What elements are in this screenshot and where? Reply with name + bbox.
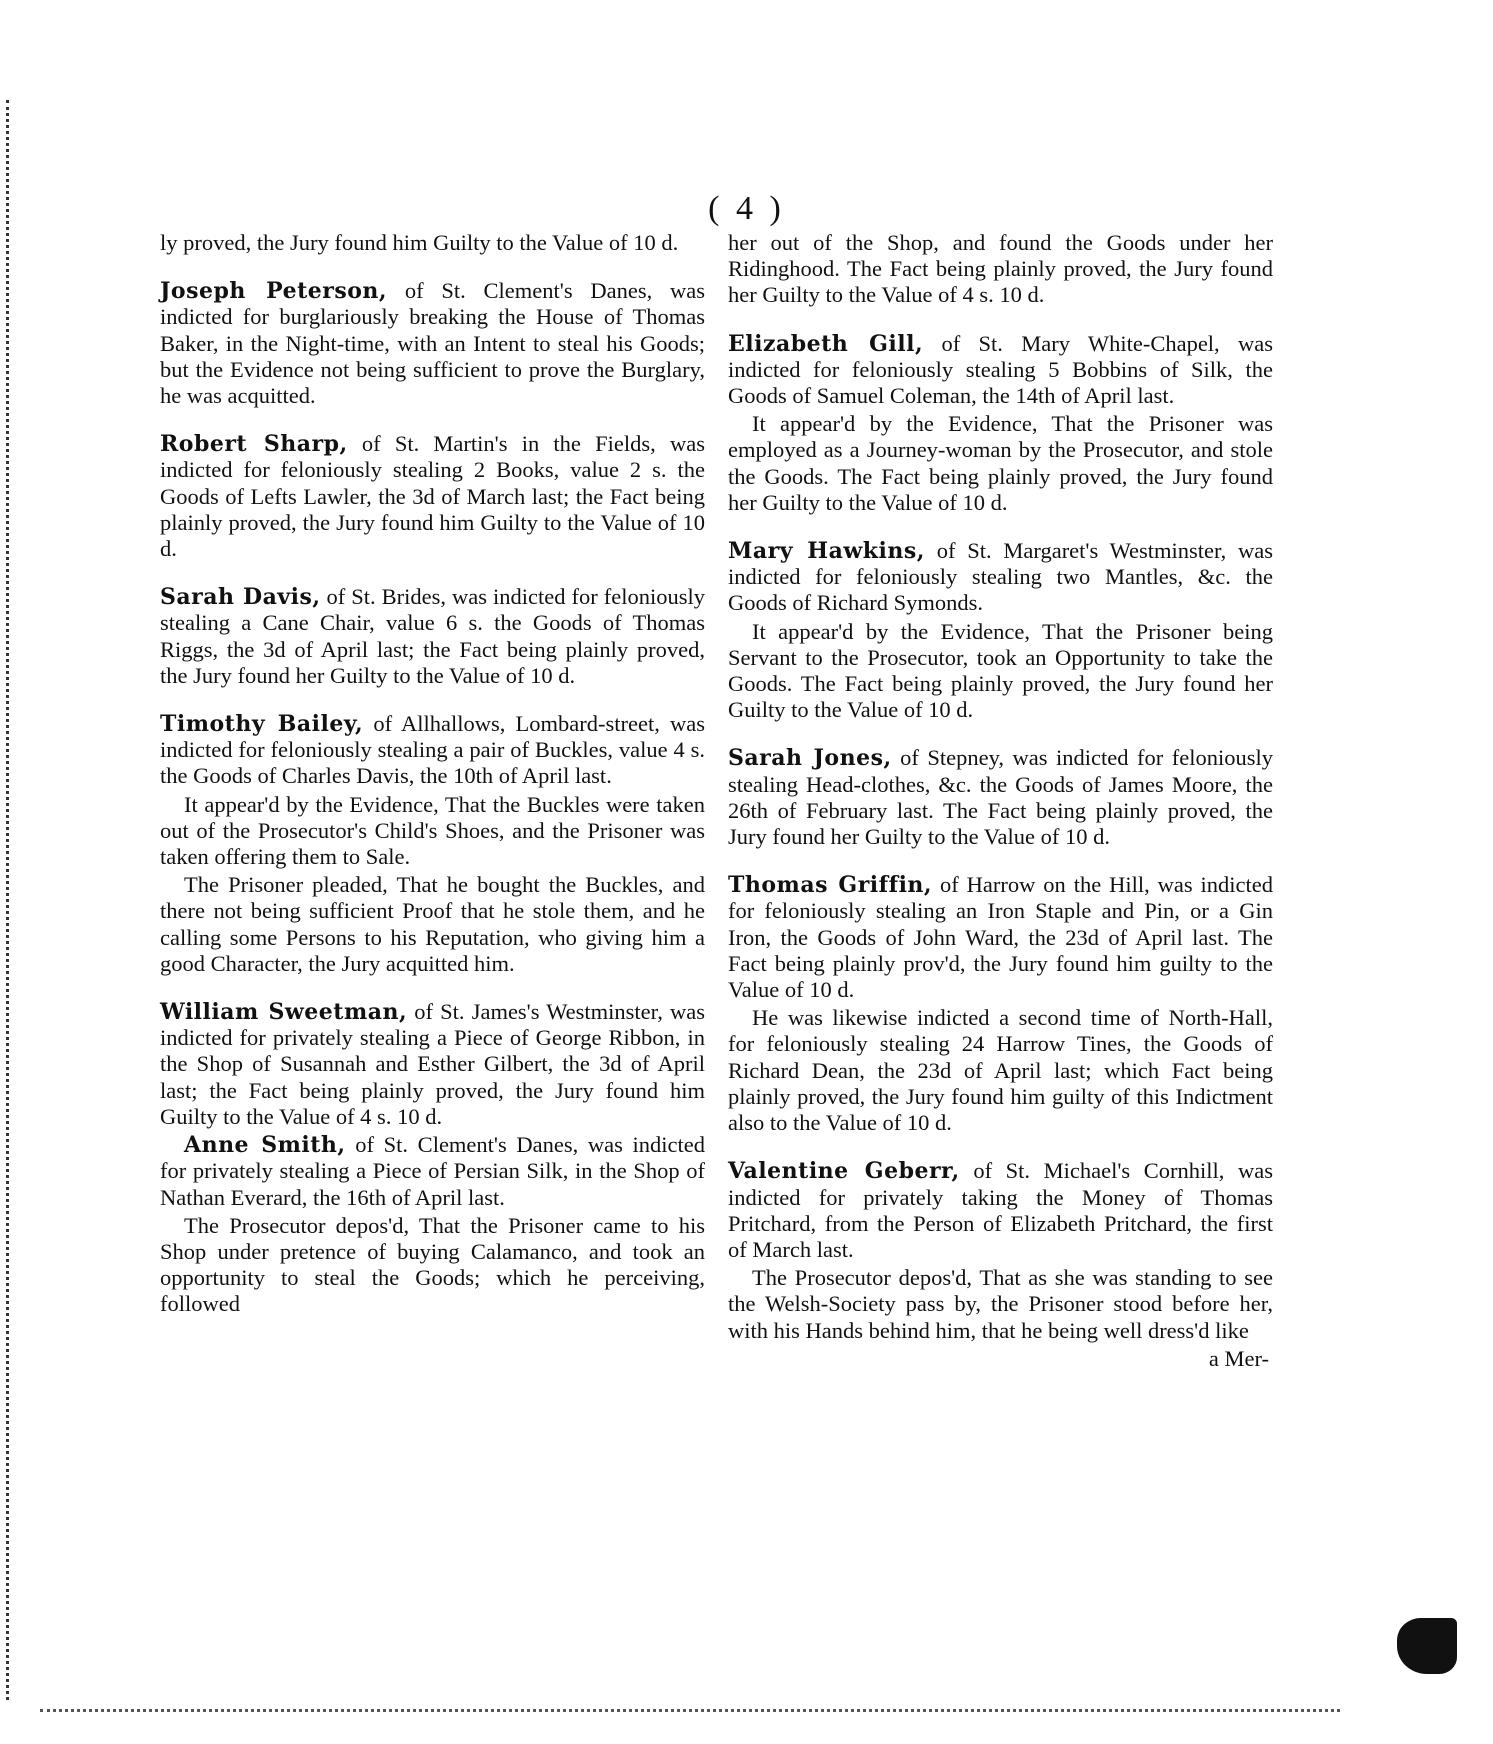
- continued-text: [728, 230, 1273, 309]
- trial-entry: [728, 745, 1273, 850]
- entry-paragraph: [728, 619, 1273, 724]
- entry-paragraph: [160, 792, 705, 871]
- entry-text: of St. Martin's in the Fields, was indicted for feloniously stealing 2 Books, value 2 s. the Goods of Lefts Lawler, the 3d of March last; the Fact being plainly proved, the Jury found him Guilty to the Value of 10 d.: [160, 431, 705, 562]
- defendant-name: Joseph Peterson,: [160, 278, 388, 305]
- entry-text: of St. Clement's Danes, was indicted for burglariously breaking the House of Thomas Baker, in the Night-time, with an Intent to steal his Goods; but the Evidence not being sufficient to prove the Burglary, he was acquitted.: [160, 278, 705, 409]
- scan-edge-bottom: [40, 1705, 1340, 1712]
- entry-text: The Prosecutor depos'd, That as she was standing to see the Welsh-Society pass by, the Prisoner stood before her, with his Hands behind him, that he being well dress'd like: [728, 1265, 1273, 1343]
- entry-text: her out of the Shop, and found the Goods under her Ridinghood. The Fact being plainly proved, the Jury found her Guilty to the Value of 4 s. 10 d.: [728, 230, 1273, 308]
- trial-entry: [728, 538, 1273, 617]
- trial-entry: [728, 331, 1273, 410]
- entry-text: of St. Mary White-Chapel, was indicted for feloniously stealing 5 Bobbins of Silk, the Goods of Samuel Coleman, the 14th of April last.: [728, 330, 1273, 409]
- entry-text: The Prosecutor depos'd, That the Prisoner came to his Shop under pretence of buying Calamanco, and took an opportunity to steal the Goods; which he perceiving, followed: [160, 1212, 705, 1317]
- entry-text: of Stepney, was indicted for feloniously stealing Head-clothes, &c. the Goods of James Moore, the 26th of February last. The Fact being plainly proved, the Jury found her Guilty to the Value of 10 d.: [728, 745, 1273, 850]
- defendant-name: Robert Sharp,: [160, 431, 348, 458]
- trial-entry: [160, 711, 705, 790]
- ink-smudge: [1397, 1618, 1457, 1674]
- defendant-name: Elizabeth Gill,: [728, 330, 924, 357]
- entry-text: of St. Brides, was indicted for feloniously stealing a Cane Chair, value 6 s. the Goods of Thomas Riggs, the 3d of April last; the Fact being plainly proved, the Jury found her Guilty to the Value of 10 d.: [160, 584, 705, 688]
- continued-text: [160, 230, 705, 256]
- catchword: a Mer-: [1208, 1345, 1269, 1371]
- entry-text: of St. Margaret's Westminster, was indicted for feloniously stealing two Mantles, &c. the Goods of Richard Symonds.: [728, 538, 1274, 616]
- entry-paragraph: [728, 1265, 1273, 1344]
- entry-paragraph: [160, 1132, 705, 1211]
- entry-text: of St. Michael's Cornhill, was indicted for privately taking the Money of Thomas Pritchard, from the Person of Elizabeth Pritchard, the first of March last.: [728, 1158, 1274, 1262]
- entry-text: The Prisoner pleaded, That he bought the Buckles, and there not being sufficient Proof that he stole them, and he calling some Persons to his Reputation, who giving him a good Character, the Jury acquitted him.: [160, 872, 705, 976]
- trial-entry: [160, 278, 705, 409]
- defendant-name: Valentine Geberr,: [728, 1158, 960, 1185]
- scan-edge-left: [6, 100, 27, 1700]
- defendant-name: Sarah Davis,: [160, 584, 321, 611]
- entry-text: of St. Clement's Danes, was indicted for privately stealing a Piece of Persian Silk, in the Shop of Nathan Everard, the 16th of April last.: [160, 1132, 706, 1210]
- entry-text: It appear'd by the Evidence, That the Prisoner was employed as a Journey-woman by the Prosecutor, and stole the Goods. The Fact being plainly proved, the Jury found her Guilty to the Value of 10 d.: [728, 411, 1273, 515]
- entry-text: He was likewise indicted a second time of North-Hall, for feloniously stealing 24 Harrow Tines, the Goods of Richard Dean, the 23d of April last; which Fact being plainly proved, the Jury found him guilty of this Indictment also to the Value of 10 d.: [728, 1005, 1273, 1136]
- entry-text: It appear'd by the Evidence, That the Buckles were taken out of the Prosecutor's Child's Shoes, and the Prisoner was taken offering them to Sale.: [160, 791, 705, 870]
- trial-entry: [160, 999, 705, 1130]
- defendant-name: Thomas Griffin,: [728, 872, 933, 899]
- entry-text: of Harrow on the Hill, was indicted for feloniously stealing an Iron Staple and Pin, or a Gin Iron, the Goods of John Ward, the 23d of April last. The Fact being plainly prov'd, the Jury found him guilty to the Value of 10 d.: [728, 872, 1274, 1003]
- entry-text: of Allhallows, Lombard-street, was indicted for feloniously stealing a pair of Buckles, value 4 s. the Goods of Charles Davis, the 10th of April last.: [160, 711, 705, 789]
- defendant-name: Anne Smith,: [184, 1132, 346, 1159]
- defendant-name: Sarah Jones,: [728, 745, 892, 772]
- entry-text: It appear'd by the Evidence, That the Prisoner being Servant to the Prosecutor, took an Opportunity to take the Goods. The Fact being plainly proved, the Jury found her Guilty to the Value of 10 d.: [728, 618, 1273, 723]
- trial-entry: [160, 584, 705, 689]
- defendant-name: William Sweetman,: [160, 999, 408, 1026]
- entry-text: of St. James's Westminster, was indicted for privately stealing a Piece of George Ribbon, in the Shop of Susannah and Esther Gilbert, the 3d of April last; the Fact being plainly proved, the Jury found him Guilty to the Value of 4 s. 10 d.: [160, 999, 705, 1129]
- trial-entry: [728, 1158, 1273, 1263]
- defendant-name: Mary Hawkins,: [728, 538, 925, 565]
- entry-paragraph: [728, 1005, 1273, 1136]
- defendant-name: Timothy Bailey,: [160, 711, 364, 738]
- page-number: ( 4 ): [708, 190, 785, 227]
- entry-paragraph: [160, 1213, 705, 1318]
- entry-text: ly proved, the Jury found him Guilty to the Value of 10 d.: [160, 230, 679, 255]
- right-column: [728, 230, 1273, 1372]
- trial-entry: [160, 431, 705, 562]
- left-column: [160, 230, 705, 1318]
- entry-paragraph: [728, 411, 1273, 516]
- trial-entry: [728, 872, 1273, 1003]
- entry-paragraph: [160, 872, 705, 977]
